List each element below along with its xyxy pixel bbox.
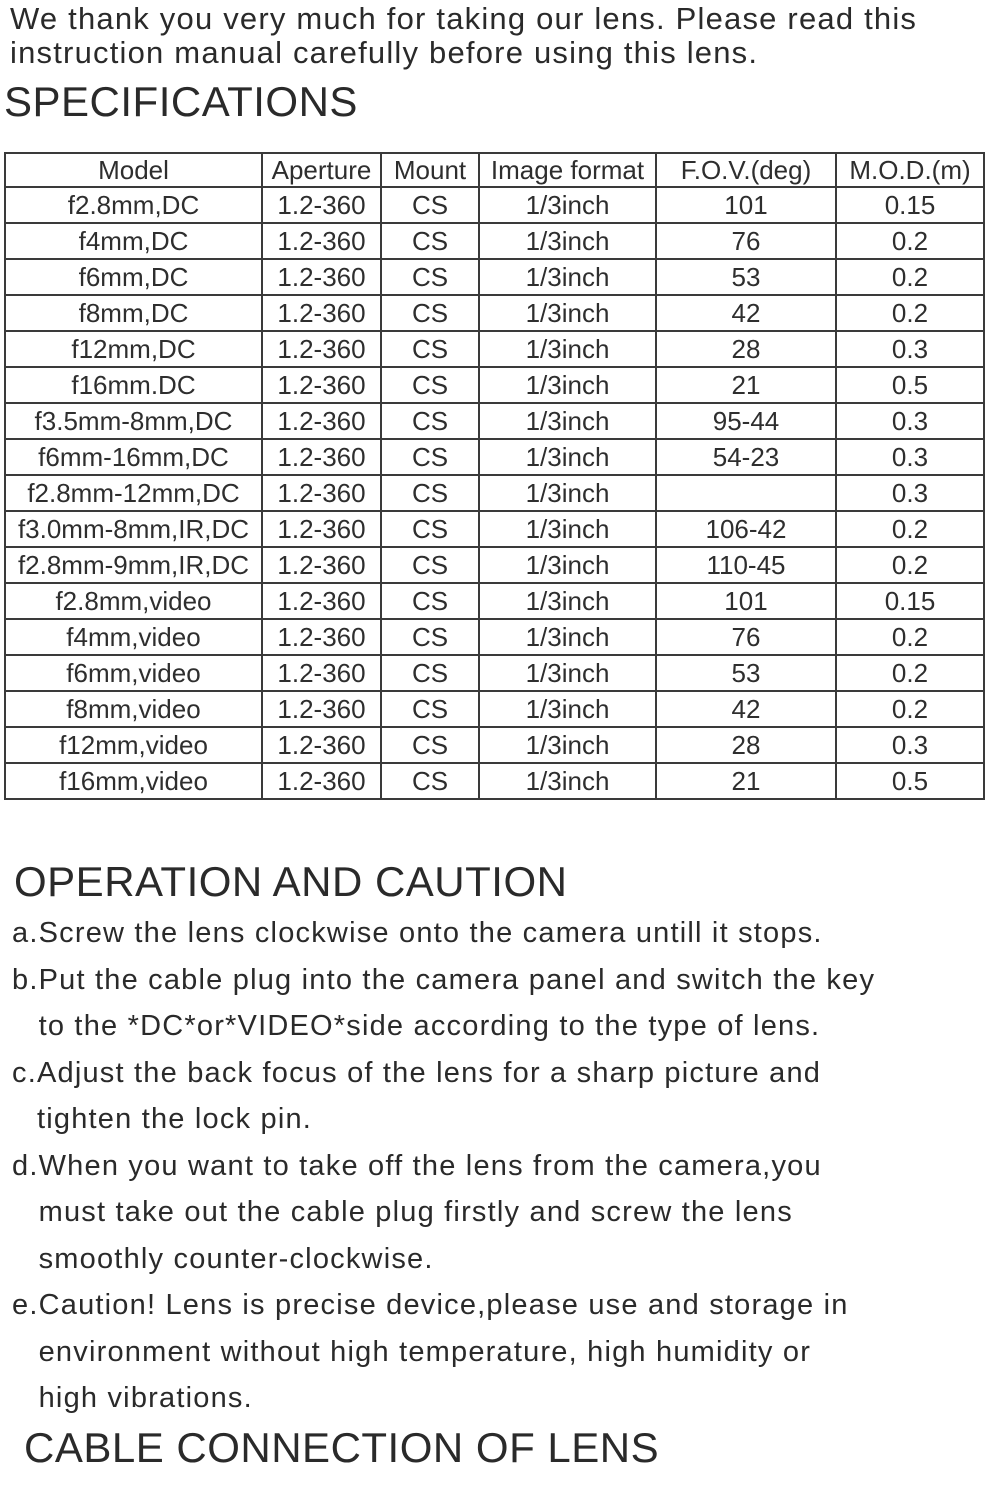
table-cell: f8mm,DC — [5, 295, 262, 331]
table-cell: 42 — [656, 691, 836, 727]
list-item-text: Put the cable plug into the camera panel and switch the key to the *DC*or*VIDEO*side according to the type of lens. — [38, 963, 876, 1042]
table-cell: f4mm,DC — [5, 223, 262, 259]
table-cell: 1.2-360 — [262, 583, 381, 619]
table-row — [5, 403, 984, 439]
table-cell: 0.5 — [836, 763, 984, 799]
table-cell: f3.0mm-8mm,IR,DC — [5, 511, 262, 547]
specifications-title: SPECIFICATIONS — [4, 78, 358, 125]
column-header: M.O.D.(m) — [836, 153, 984, 187]
table-cell: CS — [381, 727, 479, 763]
table-cell — [656, 475, 836, 511]
list-item — [12, 1050, 992, 1143]
list-item — [12, 957, 992, 1050]
table-cell: 1/3inch — [479, 547, 656, 583]
table-cell: 42 — [656, 295, 836, 331]
table-row — [5, 259, 984, 295]
table-cell: 1/3inch — [479, 583, 656, 619]
table-cell: 101 — [656, 187, 836, 223]
specifications-table — [4, 152, 985, 800]
table-cell: 0.5 — [836, 367, 984, 403]
table-cell: 0.3 — [836, 475, 984, 511]
table-cell: 101 — [656, 583, 836, 619]
table-cell: 21 — [656, 763, 836, 799]
table-cell: f12mm,DC — [5, 331, 262, 367]
table-cell: 1.2-360 — [262, 403, 381, 439]
intro-text: We thank you very much for taking our lens. Please read this instruction manual carefully before using this lens. — [10, 1, 918, 70]
table-cell: f12mm,video — [5, 727, 262, 763]
table-cell: 1.2-360 — [262, 331, 381, 367]
table-cell: f4mm,video — [5, 619, 262, 655]
table-row — [5, 655, 984, 691]
table-cell: 53 — [656, 259, 836, 295]
table-cell: 1/3inch — [479, 439, 656, 475]
list-item-text: Adjust the back focus of the lens for a sharp picture and tighten the lock pin. — [36, 1056, 822, 1135]
table-row — [5, 367, 984, 403]
table-cell: 53 — [656, 655, 836, 691]
table-cell: 106-42 — [656, 511, 836, 547]
column-header: Aperture — [262, 153, 381, 187]
table-cell: 0.2 — [836, 223, 984, 259]
column-header: F.O.V.(deg) — [656, 153, 836, 187]
list-item-letter: e. — [12, 1289, 39, 1321]
table-cell: 1.2-360 — [262, 691, 381, 727]
table-cell: 1/3inch — [479, 223, 656, 259]
column-header: Model — [5, 153, 262, 187]
table-cell: 76 — [656, 619, 836, 655]
list-item-text: Caution! Lens is precise device,please use and storage in environment without high temperature, high humidity or high vibrations. — [38, 1289, 849, 1414]
table-cell: 21 — [656, 367, 836, 403]
table-cell: 1/3inch — [479, 187, 656, 223]
table-cell: 0.3 — [836, 331, 984, 367]
table-cell: 1.2-360 — [262, 727, 381, 763]
table-cell: 1/3inch — [479, 691, 656, 727]
table-cell: 1/3inch — [479, 727, 656, 763]
table-cell: 0.3 — [836, 403, 984, 439]
table-cell: 1.2-360 — [262, 187, 381, 223]
list-item-text: Screw the lens clockwise onto the camera untill it stops. — [38, 917, 823, 949]
list-item-letter: b. — [12, 963, 39, 996]
table-cell: 0.15 — [836, 187, 984, 223]
table-cell: 0.2 — [836, 259, 984, 295]
table-cell: CS — [381, 619, 479, 655]
table-cell: 0.2 — [836, 547, 984, 583]
table-cell: 1/3inch — [479, 295, 656, 331]
table-header-row — [5, 153, 984, 187]
table-cell: CS — [381, 583, 479, 619]
table-row — [5, 295, 984, 331]
table-cell: 1.2-360 — [262, 619, 381, 655]
table-cell: 0.2 — [836, 511, 984, 547]
table-cell: CS — [381, 295, 479, 331]
table-row — [5, 619, 984, 655]
list-item-letter: c. — [12, 1056, 37, 1089]
table-cell: f2.8mm,DC — [5, 187, 262, 223]
table-cell: 110-45 — [656, 547, 836, 583]
table-row — [5, 583, 984, 619]
operation-title: OPERATION AND CAUTION — [14, 858, 568, 905]
table-cell: CS — [381, 511, 479, 547]
table-cell: CS — [381, 367, 479, 403]
table-cell: 1/3inch — [479, 259, 656, 295]
table-cell: 1/3inch — [479, 331, 656, 367]
table-cell: CS — [381, 331, 479, 367]
table-cell: f6mm-16mm,DC — [5, 439, 262, 475]
table-row — [5, 727, 984, 763]
table-row — [5, 763, 984, 799]
table-cell: 1/3inch — [479, 511, 656, 547]
table-cell: f8mm,video — [5, 691, 262, 727]
table-cell: 0.3 — [836, 439, 984, 475]
table-row — [5, 439, 984, 475]
table-cell: 1.2-360 — [262, 763, 381, 799]
list-item-letter: d. — [12, 1149, 39, 1182]
table-cell: 54-23 — [656, 439, 836, 475]
table-cell: 1.2-360 — [262, 475, 381, 511]
table-cell: 1/3inch — [479, 367, 656, 403]
table-cell: 0.2 — [836, 691, 984, 727]
table-cell: f16mm,video — [5, 763, 262, 799]
table-cell: 28 — [656, 331, 836, 367]
table-row — [5, 691, 984, 727]
table-row — [5, 511, 984, 547]
list-item — [12, 1282, 992, 1422]
table-cell: 0.15 — [836, 583, 984, 619]
table-cell: CS — [381, 403, 479, 439]
table-cell: 1.2-360 — [262, 295, 381, 331]
table-cell: 1.2-360 — [262, 367, 381, 403]
table-cell: 1/3inch — [479, 763, 656, 799]
table-cell: 1/3inch — [479, 619, 656, 655]
table-cell: CS — [381, 655, 479, 691]
table-cell: 0.3 — [836, 727, 984, 763]
table-cell: f6mm,video — [5, 655, 262, 691]
table-cell: 1.2-360 — [262, 547, 381, 583]
operation-list — [12, 910, 992, 1422]
list-item-text: When you want to take off the lens from the camera,you must take out the cable plug firstly and screw the lens smoothly counter-clockwise. — [38, 1149, 822, 1275]
table-cell: CS — [381, 187, 479, 223]
column-header: Image format — [479, 153, 656, 187]
table-row — [5, 223, 984, 259]
table-cell: f2.8mm-9mm,IR,DC — [5, 547, 262, 583]
table-cell: 1.2-360 — [262, 439, 381, 475]
table-cell: 0.2 — [836, 655, 984, 691]
table-cell: 1/3inch — [479, 403, 656, 439]
table-cell: 1.2-360 — [262, 511, 381, 547]
list-item — [12, 910, 992, 957]
table-cell: 1/3inch — [479, 655, 656, 691]
table-cell: CS — [381, 223, 479, 259]
table-cell: 0.2 — [836, 619, 984, 655]
table-cell: 1.2-360 — [262, 259, 381, 295]
table-cell: f2.8mm-12mm,DC — [5, 475, 262, 511]
list-item-letter: a. — [12, 917, 39, 949]
table-cell: 0.2 — [836, 295, 984, 331]
cable-connection-title: CABLE CONNECTION OF LENS — [24, 1424, 660, 1471]
table-cell: 76 — [656, 223, 836, 259]
table-cell: CS — [381, 547, 479, 583]
table-cell: 1.2-360 — [262, 223, 381, 259]
table-cell: f2.8mm,video — [5, 583, 262, 619]
table-cell: f16mm.DC — [5, 367, 262, 403]
list-item — [12, 1143, 992, 1283]
table-cell: CS — [381, 691, 479, 727]
table-cell: 28 — [656, 727, 836, 763]
table-row — [5, 331, 984, 367]
table-cell: 1.2-360 — [262, 655, 381, 691]
table-cell: f3.5mm-8mm,DC — [5, 403, 262, 439]
table-body — [5, 187, 984, 799]
table-cell: CS — [381, 439, 479, 475]
table-cell: 1/3inch — [479, 475, 656, 511]
table-cell: f6mm,DC — [5, 259, 262, 295]
table-cell: CS — [381, 763, 479, 799]
table-row — [5, 547, 984, 583]
table-cell: CS — [381, 259, 479, 295]
table-cell: CS — [381, 475, 479, 511]
table-row — [5, 187, 984, 223]
table-row — [5, 475, 984, 511]
table-cell: 95-44 — [656, 403, 836, 439]
column-header: Mount — [381, 153, 479, 187]
